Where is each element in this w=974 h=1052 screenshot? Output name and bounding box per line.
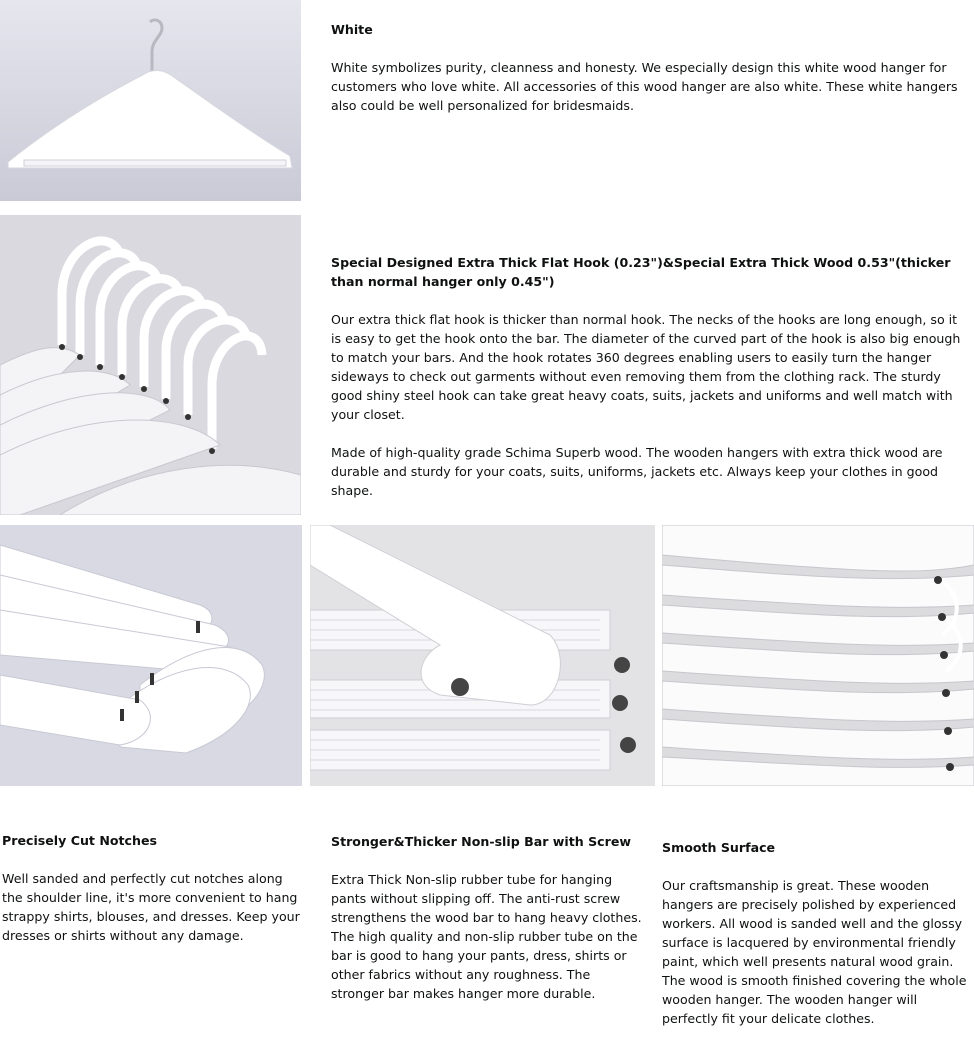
section-notches xyxy=(2,831,302,945)
section-hook xyxy=(331,253,969,500)
white-hanger-photo xyxy=(0,0,301,201)
section-bar-body: Extra Thick Non-slip rubber tube for hanging pants without slipping off. The anti-rust screw strengthens the wood bar to hang heavy clothes. The high quality and non-slip rubber tube on the bar is good to hang your pants, dress, shirts or other fabrics without any roughness. The stronger bar makes hanger more durable. xyxy=(331,872,642,1001)
section-bar xyxy=(331,832,647,1003)
section-surface xyxy=(662,838,970,1028)
section-surface-title: Smooth Surface xyxy=(662,840,776,855)
section-hook-body-2: Made of high-quality grade Schima Superb wood. The wooden hangers with extra thick wood are durable and sturdy for your coats, suits, uniforms, jackets etc. Always keep your clothes in good shape. xyxy=(331,445,943,498)
section-white-title: White xyxy=(331,22,373,37)
notches-photo xyxy=(0,525,302,786)
section-notches-title: Precisely Cut Notches xyxy=(2,833,158,848)
non-slip-bar-photo xyxy=(310,525,655,786)
smooth-surface-photo xyxy=(662,525,974,786)
section-hook-body-1: Our extra thick flat hook is thicker than normal hook. The necks of the hooks are long enough, so it is easy to get the hook onto the bar. The diameter of the curved part of the hook is also big enough to match your bars. And the hook rotates 360 degrees enabling users to easily turn the hanger sideways to check out garments without even removing them from the clothing rack. The sturdy good shiny steel hook can take great heavy coats, suits, jackets and uniforms and well match with your closet. xyxy=(331,312,961,422)
section-notches-body: Well sanded and perfectly cut notches along the shoulder line, it's more convenient to hang strappy shirts, blouses, and dresses. Keep your dresses or shirts without any damage. xyxy=(2,871,300,943)
section-surface-body: Our craftsmanship is great. These wooden hangers are precisely polished by experienced workers. All wood is sanded well and the glossy surface is lacquered by environmental friendly paint, which well presents natural wood grain. The wood is smooth finished covering the whole wooden hanger. The wooden hanger will perfectly fit your delicate clothes. xyxy=(662,878,967,1026)
section-white xyxy=(331,20,969,115)
section-hook-title: Special Designed Extra Thick Flat Hook (0.23")&Special Extra Thick Wood 0.53"(thicker than normal hanger only 0.45") xyxy=(331,255,951,289)
section-bar-title: Stronger&Thicker Non-slip Bar with Screw xyxy=(331,834,632,849)
flat-hook-photo xyxy=(0,215,301,515)
section-white-body: White symbolizes purity, cleanness and honesty. We especially design this white wood hanger for customers who love white. All accessories of this wood hanger are also white. These white hangers also could be well personalized for bridesmaids. xyxy=(331,60,958,113)
